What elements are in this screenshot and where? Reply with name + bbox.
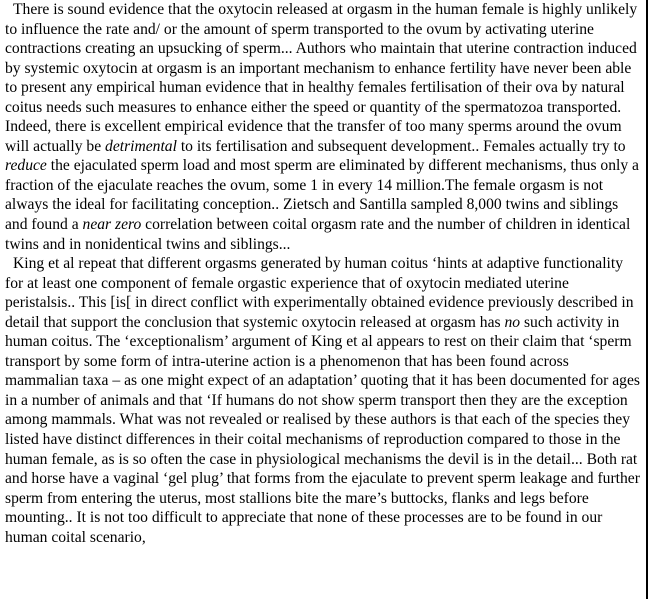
text-run: correlation between coital orgasm rate and the number of children in identical twins and in nonidentical twins and siblings... (5, 216, 631, 253)
text-run: the ejaculated sperm load and most sperm are eliminated by different mechanisms, thus only a fraction of the ejaculate reaches the ovum, some 1 in every 14 million.The female orgasm is not always the ideal for facilitating conception.. Zietsch and Santilla sampled 8,000 twins and siblings and found a (5, 157, 639, 234)
text-run: There is sound evidence that the oxytocin released at orgasm in the human female is highly unlikely to influence the rate and/ or the amount of sperm transported to the ovum by activating uterine contractions creating an upsucking of sperm... Authors who maintain that uterine contraction induced by systemic oxytocin at orgasm is an important mechanism to enhance fertility have never been able to present any empirical human evidence that in healthy females fertilisation of their ova by natural coitus needs such measures to enhance either the speed or quantity of the spermatozoa transported. Indeed, there is excellent empirical evidence that the transfer of too many sperms around the ovum will actually be (5, 1, 638, 155)
italic-text-run: no (504, 313, 521, 331)
paragraph-king-et-al (5, 254, 640, 547)
italic-text-run: reduce (5, 157, 47, 175)
italic-text-run: near zero (82, 216, 142, 234)
paragraph-oxytocin-evidence (5, 0, 640, 254)
text-run: such activity in human coitus. The ‘exceptionalism’ argument of King et al appears to rest on their claim that ‘sperm transport by some form of intra-uterine action is a phenomenon that has been found across mammalian taxa – as one might expect of an adaptation’ quoting that it has been documented for ages in a number of animals and that ‘If humans do not show sperm transport then they are the exception among mammals. What was not revealed or realised by these authors is that each of the species they listed have distinct differences in their coital mechanisms of reproduction compared to those in the human female, as is so often the case in physiological mechanisms the devil is in the detail... Both rat and horse have a vaginal ‘gel plug’ that forms from the ejaculate to prevent sperm leakage and further sperm from entering the uterus, most stallions bite the mare’s buttocks, flanks and legs before mounting.. It is not too difficult to appreciate that none of these processes are to be found in our human coital scenario, (5, 313, 640, 546)
text-run: King et al repeat that different orgasms generated by human coitus ‘hints at adaptive functionality for at least one component of female orgastic experience that of oxytocin mediated uterine peristalsis.. This [is[ in direct conflict with experimentally obtained evidence previously described in detail that support the conclusion that systemic oxytocin released at orgasm has (5, 255, 634, 331)
text-run: to its fertilisation and subsequent development.. Females actually try to (176, 137, 626, 155)
italic-text-run: detrimental (105, 137, 177, 155)
